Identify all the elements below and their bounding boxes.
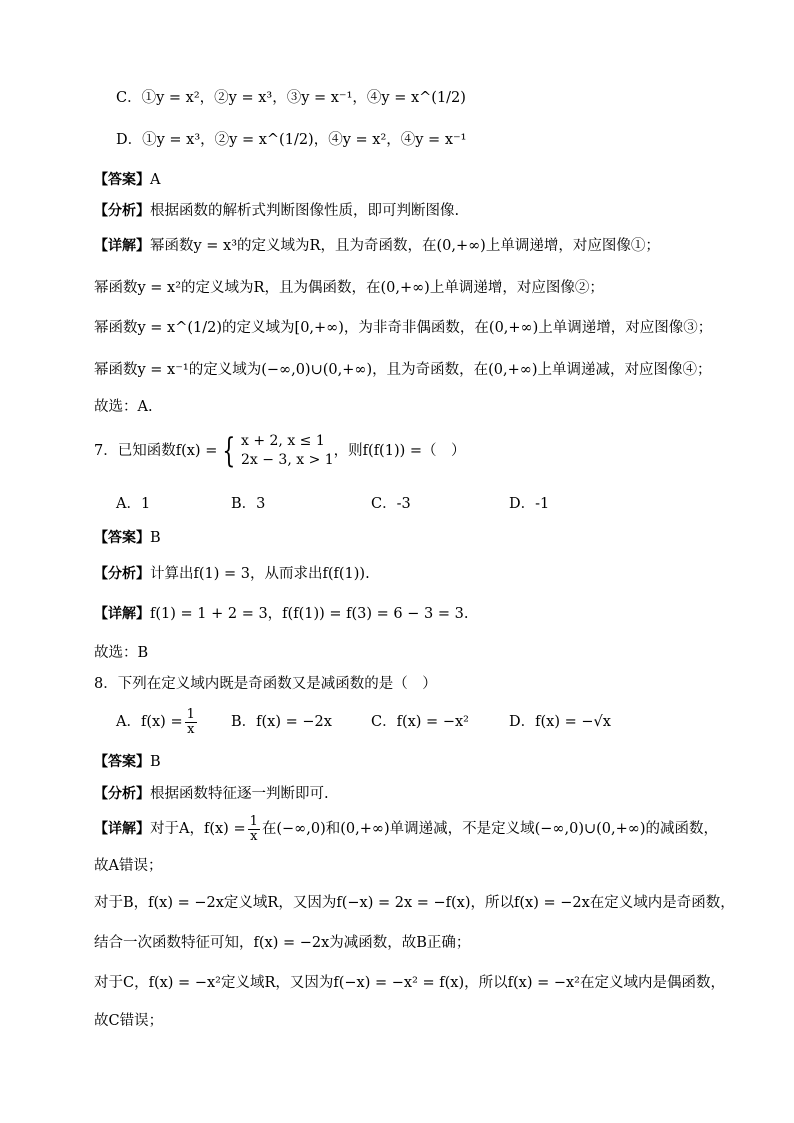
q7-stem-prefix: 7．已知函数f(x) = <box>94 443 218 459</box>
answer-label: 【答案】 <box>94 172 150 188</box>
detail-text: 幂函数y = x³的定义域为R，且为奇函数，在(0,+∞)上单调递增，对应图像①； <box>150 238 660 254</box>
q6-detail-line-2: 幂函数y = x²的定义域为R，且为偶函数，在(0,+∞)上单调递增，对应图像②； <box>94 280 604 296</box>
q7-answer-line <box>94 528 161 548</box>
q8-option-c: C．f(x) = −x² <box>371 714 469 730</box>
answer-label: 【答案】 <box>94 530 150 546</box>
answer-value: B <box>150 754 161 770</box>
q7-detail-line <box>94 604 468 624</box>
q8-detail-line-4: 结合一次函数特征可知，f(x) = −2x为减函数，故B正确； <box>94 935 471 951</box>
q8-option-d: D．f(x) = −√x <box>509 714 611 730</box>
detail-text: f(1) = 1 + 2 = 3，f(f(1)) = f(3) = 6 − 3 = 3. <box>150 606 469 622</box>
q7-stem-suffix: ，则f(f(1)) =（ ） <box>333 443 466 459</box>
left-brace-icon: { <box>222 431 236 471</box>
detail-label: 【详解】 <box>94 821 150 837</box>
q8-stem: 8．下列在定义域内既是奇函数又是减函数的是（ ） <box>94 676 437 692</box>
q8-option-b: B．f(x) = −2x <box>231 714 332 730</box>
q7-choice: 故选：B <box>94 645 149 661</box>
q7-options <box>116 494 549 514</box>
q7-option-b: B．3 <box>231 496 266 512</box>
case-2: 2x − 3, x > 1 <box>240 452 334 468</box>
piecewise-cases <box>241 432 334 470</box>
analysis-label: 【分析】 <box>94 566 150 582</box>
q6-analysis-line <box>94 201 459 221</box>
detail-text-suffix: 在(−∞,0)和(0,+∞)单调递减，不是定义域(−∞,0)∪(0,+∞)的减函数， <box>261 821 719 837</box>
q8-detail-line-2: 故A错误； <box>94 858 163 874</box>
detail-label: 【详解】 <box>94 606 150 622</box>
answer-value: A <box>150 172 161 188</box>
q8-detail-line-1 <box>94 814 718 844</box>
q8-detail-line-5: 对于C，f(x) = −x²定义域R，又因为f(−x) = −x² = f(x)，所以f(x) = −x²在定义域内是偶函数， <box>94 975 725 991</box>
fraction-denominator: x <box>250 828 258 844</box>
analysis-label: 【分析】 <box>94 203 150 219</box>
analysis-label: 【分析】 <box>94 786 150 802</box>
q8-detail-line-3: 对于B，f(x) = −2x定义域R，又因为f(−x) = 2x = −f(x)，所以f(x) = −2x在定义域内是奇函数， <box>94 895 735 911</box>
q6-detail-line-1 <box>94 236 660 256</box>
answer-label: 【答案】 <box>94 754 150 770</box>
q6-detail-line-3: 幂函数y = x^(1/2)的定义域为[0,+∞)，为非奇非偶函数，在(0,+∞)上单调递增，对应图像③； <box>94 320 713 336</box>
q6-answer-line <box>94 170 160 190</box>
detail-label: 【详解】 <box>94 238 150 254</box>
fraction <box>185 708 197 737</box>
q6-detail-line-4: 幂函数y = x⁻¹的定义域为(−∞,0)∪(0,+∞)，且为奇函数，在(0,+∞)上单调递减，对应图像④； <box>94 362 712 378</box>
q6-option-d: D．①y = x³，②y = x^(1/2)，④y = x²，④y = x⁻¹ <box>116 132 467 148</box>
analysis-text: 计算出f(1) = 3，从而求出f(f(1)). <box>150 566 370 582</box>
fraction-numerator: 1 <box>186 706 195 722</box>
q6-choice: 故选：A. <box>94 399 153 415</box>
q8-options <box>116 706 611 738</box>
q8-detail-line-6: 故C错误； <box>94 1013 164 1029</box>
q8-option-a <box>116 706 231 738</box>
q7-stem <box>94 432 466 470</box>
q8-analysis-line <box>94 784 329 804</box>
fraction-numerator: 1 <box>249 813 258 829</box>
answer-value: B <box>150 530 161 546</box>
q7-option-c: C．-3 <box>371 496 411 512</box>
detail-text-prefix: 对于A，f(x) = <box>150 821 246 837</box>
q8-answer-line <box>94 752 161 772</box>
fraction-denominator: x <box>187 721 195 737</box>
q6-option-c: C．①y = x²，②y = x³，③y = x⁻¹，④y = x^(1/2) <box>116 90 466 106</box>
q7-option-a: A．1 <box>116 496 151 512</box>
q7-option-d: D．-1 <box>509 496 550 512</box>
analysis-text: 根据函数特征逐一判断即可. <box>150 786 329 802</box>
q8-option-a-prefix: A．f(x) = <box>116 714 183 730</box>
fraction <box>248 815 260 844</box>
analysis-text: 根据函数的解析式判断图像性质，即可判断图像. <box>150 203 460 219</box>
case-1: x + 2, x ≤ 1 <box>240 433 325 449</box>
q7-analysis-line <box>94 564 370 584</box>
